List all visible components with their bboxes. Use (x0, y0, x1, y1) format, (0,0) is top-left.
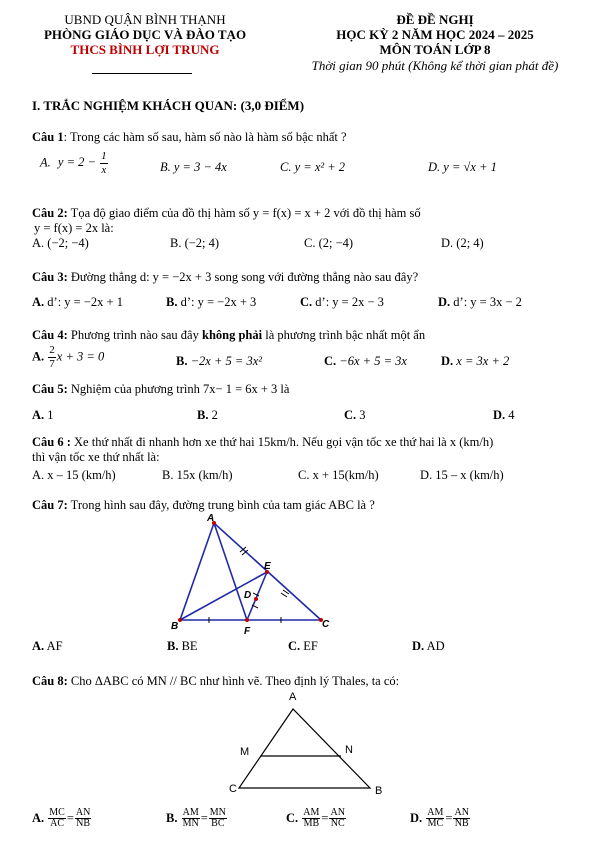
q8-d-n1: AM (427, 807, 444, 818)
q4-text-2: là phương trình bậc nhất một ẩn (262, 328, 426, 342)
q7-segment-be (180, 572, 267, 620)
header-left-1: UBND QUẬN BÌNH THẠNH (64, 12, 226, 27)
q5-label: Câu 5: (32, 382, 68, 396)
q2-option-d: D. (2; 4) (441, 236, 484, 250)
q6-label: Câu 6 : (32, 435, 71, 449)
q8-triangle-figure (220, 686, 390, 798)
q4-a-label: A. (32, 349, 45, 364)
q4-b-text: −2x + 5 = 3x² (187, 354, 262, 368)
q1-option-c: C. y = x² + 2 (280, 160, 346, 174)
q6-option-d: D. 15 – x (km/h) (420, 468, 504, 482)
q8-c-frac-2 (329, 808, 345, 829)
q4-option-b (176, 354, 262, 369)
q6-stem (32, 435, 493, 450)
q5-option-c (344, 408, 366, 423)
q3-b-text: d’: y = −2x + 3 (177, 295, 257, 309)
q7-label: Câu 7: (32, 498, 68, 512)
q8-a-eq: = (66, 811, 74, 825)
q5-a-label: A. (32, 408, 45, 422)
q2-line2: y = f(x) = 2x là: (34, 221, 114, 235)
q5-b-label: B. (197, 408, 209, 422)
q8-label-n: N (345, 744, 353, 756)
q5-text: Nghiệm của phương trình 7x− 1 = 6x + 3 là (67, 382, 290, 396)
q3-text: Đường thẳng d: y = −2x + 3 song song với đường thẳng nào sau đây? (67, 270, 419, 284)
q5-option-a (32, 408, 54, 423)
q8-c-label: C. (286, 811, 299, 825)
q4-text-1: Phương trình nào sau đây (67, 328, 202, 342)
q4-label: Câu 4: (32, 328, 68, 342)
q4-option-d (441, 354, 509, 369)
q6-line2: thì vận tốc xe thứ nhất là: (32, 450, 160, 464)
q8-d-d2: NB (454, 818, 469, 829)
q8-d-d1: MC (427, 818, 444, 829)
q7-b-label: B. (167, 639, 179, 653)
q4-a-fraction (48, 344, 56, 371)
q7-label-b: B (171, 621, 179, 632)
q8-b-n1: AM (182, 807, 199, 818)
q4-option-a (32, 344, 104, 371)
q4-a-num: 2 (49, 344, 55, 356)
q8-d-n2: AN (454, 807, 469, 818)
q5-d-text: 4 (505, 408, 515, 422)
q7-text: Trong hình sau đây, đường trung bình của tam giác ABC là ? (67, 498, 375, 512)
q5-c-label: C. (344, 408, 357, 422)
q1-text: : Trong các hàm số sau, hàm số nào là hàm số bậc nhất ? (63, 130, 347, 144)
q7-option-a (32, 639, 63, 654)
q3-option-a (32, 295, 123, 310)
q4-b-label: B. (176, 354, 188, 368)
q5-stem (32, 382, 289, 397)
q8-c-n1: AM (303, 807, 320, 818)
header-right-2: HỌC KỲ 2 NĂM HỌC 2024 – 2025 (336, 27, 534, 42)
q1-a-expr: y = 2 − (57, 155, 96, 170)
q1-a-num: 1 (101, 150, 107, 162)
q6-option-c: C. x + 15(km/h) (298, 468, 379, 482)
q7-triangle-abc (180, 523, 321, 620)
q1-a-fraction (100, 150, 108, 177)
q7-figure-lines (180, 523, 321, 620)
section-title: I. TRẮC NGHIỆM KHÁCH QUAN: (3,0 ĐIỂM) (32, 98, 305, 113)
q8-a-frac-2 (75, 808, 91, 829)
q3-b-label: B. (166, 295, 178, 309)
q8-b-frac-2 (209, 808, 227, 829)
q8-b-eq: = (200, 811, 208, 825)
q7-b-text: BE (178, 639, 198, 653)
q8-b-d1: MN (182, 818, 199, 829)
q4-option-c (324, 354, 407, 369)
q3-stem (32, 270, 418, 285)
q7-label-d: D (244, 590, 252, 601)
q8-c-n2: AN (330, 807, 345, 818)
q7-label-e: E (264, 561, 271, 572)
q4-d-text: x = 3x + 2 (453, 354, 510, 368)
q7-d-text: AD (424, 639, 445, 653)
q8-option-a (32, 808, 92, 829)
q8-d-frac-2 (453, 808, 469, 829)
q8-c-d1: MB (303, 818, 320, 829)
q7-a-label: A. (32, 639, 45, 653)
q3-d-text: d’: y = 3x − 2 (450, 295, 522, 309)
q8-a-n1: MC (49, 807, 65, 818)
q7-c-text: EF (300, 639, 318, 653)
q7-tick-marks (209, 547, 289, 623)
q8-a-n2: AN (75, 807, 91, 818)
q7-label-f: F (244, 626, 251, 637)
q8-option-c (286, 808, 347, 829)
q5-b-text: 2 (208, 408, 218, 422)
q7-option-d (412, 639, 445, 654)
q1-stem (32, 130, 347, 145)
q4-text-bold: không phải (202, 328, 263, 342)
q8-d-frac-1 (426, 808, 444, 829)
q1-label: Câu 1 (32, 130, 64, 144)
q8-a-d2: NB (76, 818, 91, 829)
q5-d-label: D. (493, 408, 506, 422)
q8-label-a: A (289, 691, 297, 703)
q8-a-label: A. (32, 811, 45, 825)
q1-option-a (40, 150, 109, 177)
q5-c-text: 3 (356, 408, 366, 422)
q8-a-d1: AC (50, 818, 65, 829)
q3-option-c (300, 295, 384, 310)
q3-c-label: C. (300, 295, 313, 309)
q7-option-c (288, 639, 318, 654)
q8-label-c: C (229, 783, 237, 795)
q8-c-d2: NC (330, 818, 345, 829)
q3-a-label: A. (32, 295, 45, 309)
header-school: THCS BÌNH LỢI TRUNG (70, 42, 220, 57)
q5-a-text: 1 (44, 408, 54, 422)
header-right-1: ĐỀ ĐỀ NGHỊ (396, 12, 474, 27)
q8-b-frac-1 (182, 808, 200, 829)
q8-c-frac-1 (302, 808, 320, 829)
q3-label: Câu 3: (32, 270, 68, 284)
q2-line1: Tọa độ giao điểm của đồ thị hàm số y = f(x) = x + 2 với đồ thị hàm số (67, 206, 421, 220)
q7-c-label: C. (288, 639, 301, 653)
q8-option-b (166, 808, 228, 829)
q8-b-d2: BC (211, 818, 225, 829)
q8-label-b: B (375, 785, 383, 797)
q8-option-d (410, 808, 471, 829)
q2-stem (32, 206, 421, 221)
q8-label-m: M (240, 746, 250, 758)
q7-points (178, 521, 323, 622)
q2-label: Câu 2: (32, 206, 68, 220)
q2-option-a: A. (−2; −4) (32, 236, 89, 250)
q8-d-label: D. (410, 811, 423, 825)
q7-d-label: D. (412, 639, 425, 653)
q4-c-label: C. (324, 354, 337, 368)
q5-option-d (493, 408, 515, 423)
q6-option-a: A. x – 15 (km/h) (32, 468, 116, 482)
q1-option-d: D. y = √x + 1 (428, 160, 497, 174)
header-underline (92, 73, 192, 74)
q7-triangle-figure (170, 510, 340, 640)
q4-a-den: 7 (49, 358, 55, 370)
q7-label-a: A (207, 513, 215, 524)
q3-option-d (438, 295, 522, 310)
q4-a-rest: x + 3 = 0 (56, 349, 105, 364)
header-right-4: Thời gian 90 phút (Không kể thời gian phát đề) (311, 58, 559, 73)
q3-option-b (166, 295, 256, 310)
q7-option-b (167, 639, 198, 654)
q1-a-label: A. (40, 155, 51, 170)
q3-a-text: d’: y = −2x + 1 (44, 295, 123, 309)
q8-text: Cho ΔABC có MN // BC như hình vẽ. Theo định lý Thales, ta có: (67, 674, 400, 688)
q4-c-text: −6x + 5 = 3x (336, 354, 407, 368)
q8-d-eq: = (445, 811, 453, 825)
q4-stem (32, 328, 425, 343)
header-right-3: MÔN TOÁN LỚP 8 (379, 42, 491, 57)
q8-b-n2: MN (209, 807, 226, 818)
q7-label-c: C (322, 619, 330, 630)
header-left-2: PHÒNG GIÁO DỤC VÀ ĐÀO TẠO (43, 27, 247, 42)
q2-option-b: B. (−2; 4) (170, 236, 220, 250)
q5-option-b (197, 408, 218, 423)
q8-a-frac-1 (48, 808, 66, 829)
q2-option-c: C. (2; −4) (304, 236, 354, 250)
q1-option-b: B. y = 3 − 4x (160, 160, 227, 174)
q8-label: Câu 8: (32, 674, 68, 688)
q3-d-label: D. (438, 295, 451, 309)
q7-a-text: AF (44, 639, 63, 653)
q8-b-label: B. (166, 811, 178, 825)
q6-line1: Xe thứ nhất đi nhanh hơn xe thứ hai 15km/h. Nếu gọi vận tốc xe thứ hai là x (km/h) (70, 435, 494, 449)
q8-c-eq: = (321, 811, 329, 825)
q4-d-label: D. (441, 354, 454, 368)
q6-option-b: B. 15x (km/h) (162, 468, 233, 482)
q1-a-den: x (101, 164, 107, 176)
q3-c-text: d’: y = 2x − 3 (312, 295, 384, 309)
